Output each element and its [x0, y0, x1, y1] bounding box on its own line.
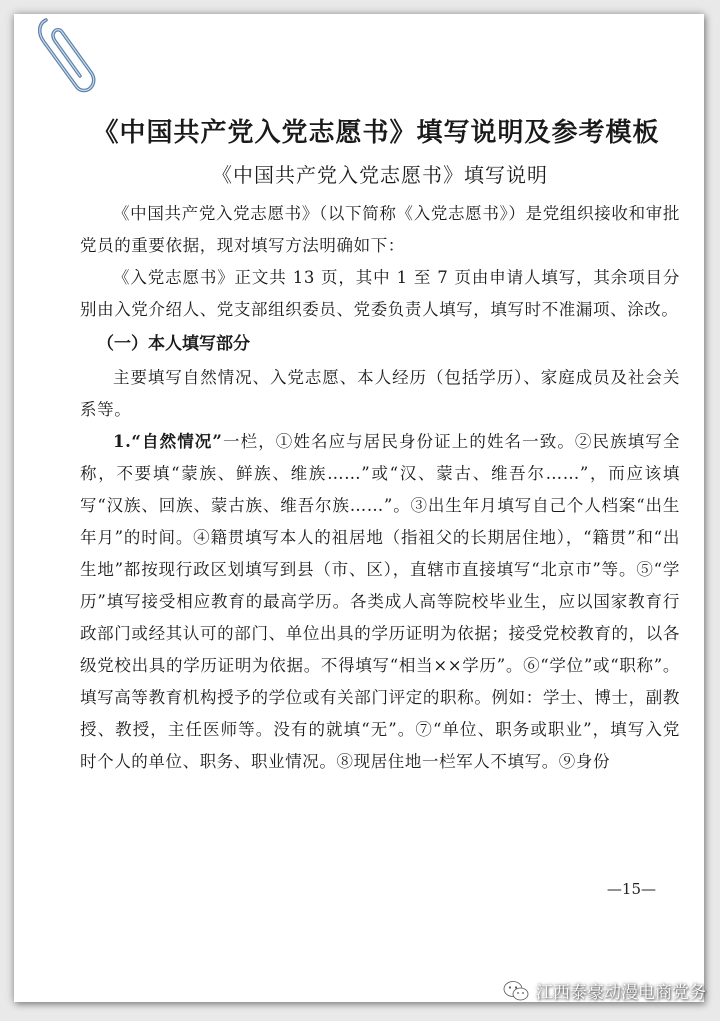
- sub-title: 《中国共产党入党志愿书》填写说明: [212, 163, 548, 187]
- paperclip-icon: [32, 14, 102, 94]
- item-1-label: 1.“自然情况”: [113, 432, 223, 451]
- item-1-text: 一栏，①姓名应与居民身份证上的姓名一致。②民族填写全称，不要填“蒙族、鲜族、维族……”或“汉、蒙古、维吾尔……”，而应该填写“汉族、回族、蒙古族、维吾尔族……”。③出生年月填写自己个人档案“出生年月”的时间。④籍贯填写本人的祖居地（指祖父的长期居住地），“籍贯”和“出生地”都按现行政区划填写到县（市、区），直辖市直接填写“北京市”等。⑤“学历”填写接受相应教育的最高学历。各类成人高等院校毕业生，应以国家教育行政部门或经其认可的部门、单位出具的学历证明为依据；接受党校教育的，以各级党校出具的学历证明为依据。不得填写“相当××学历”。⑥“学位”或“职称”。填写高等教育机构授予的学位或有关部门评定的职称。例如：学士、博士，副教授、教授，主任医师等。没有的就填“无”。⑦“单位、职务或职业”，填写入党时个人的单位、职务、职业情况。⑧现居住地一栏军人不填写。⑨身份: [80, 432, 680, 771]
- wechat-icon: [502, 980, 530, 1002]
- paragraph-intro: 《中国共产党入党志愿书》（以下简称《入党志愿书》）是党组织接收和审批党员的重要依据，现对填写方法明确如下：: [80, 204, 680, 255]
- page-number: —15—: [606, 880, 656, 898]
- document-body: [80, 106, 680, 778]
- watermark: [502, 978, 706, 1003]
- paragraph-section-summary: 主要填写自然情况、入党志愿、本人经历（包括学历）、家庭成员及社会关系等。: [80, 368, 680, 419]
- paragraph-item-1: [80, 426, 680, 778]
- section-heading: （一）本人填写部分: [97, 334, 250, 354]
- watermark-text: 江西泰豪动漫电商党务: [536, 983, 706, 1003]
- document-page: [14, 14, 704, 1002]
- main-title: 《中国共产党入党志愿书》填写说明及参考模板: [92, 118, 660, 148]
- paragraph-pages: 《入党志愿书》正文共 13 页，其中 1 至 7 页由申请人填写，其余项目分别由入党介绍人、党支部组织委员、党委负责人填写，填写时不准漏项、涂改。: [80, 268, 680, 319]
